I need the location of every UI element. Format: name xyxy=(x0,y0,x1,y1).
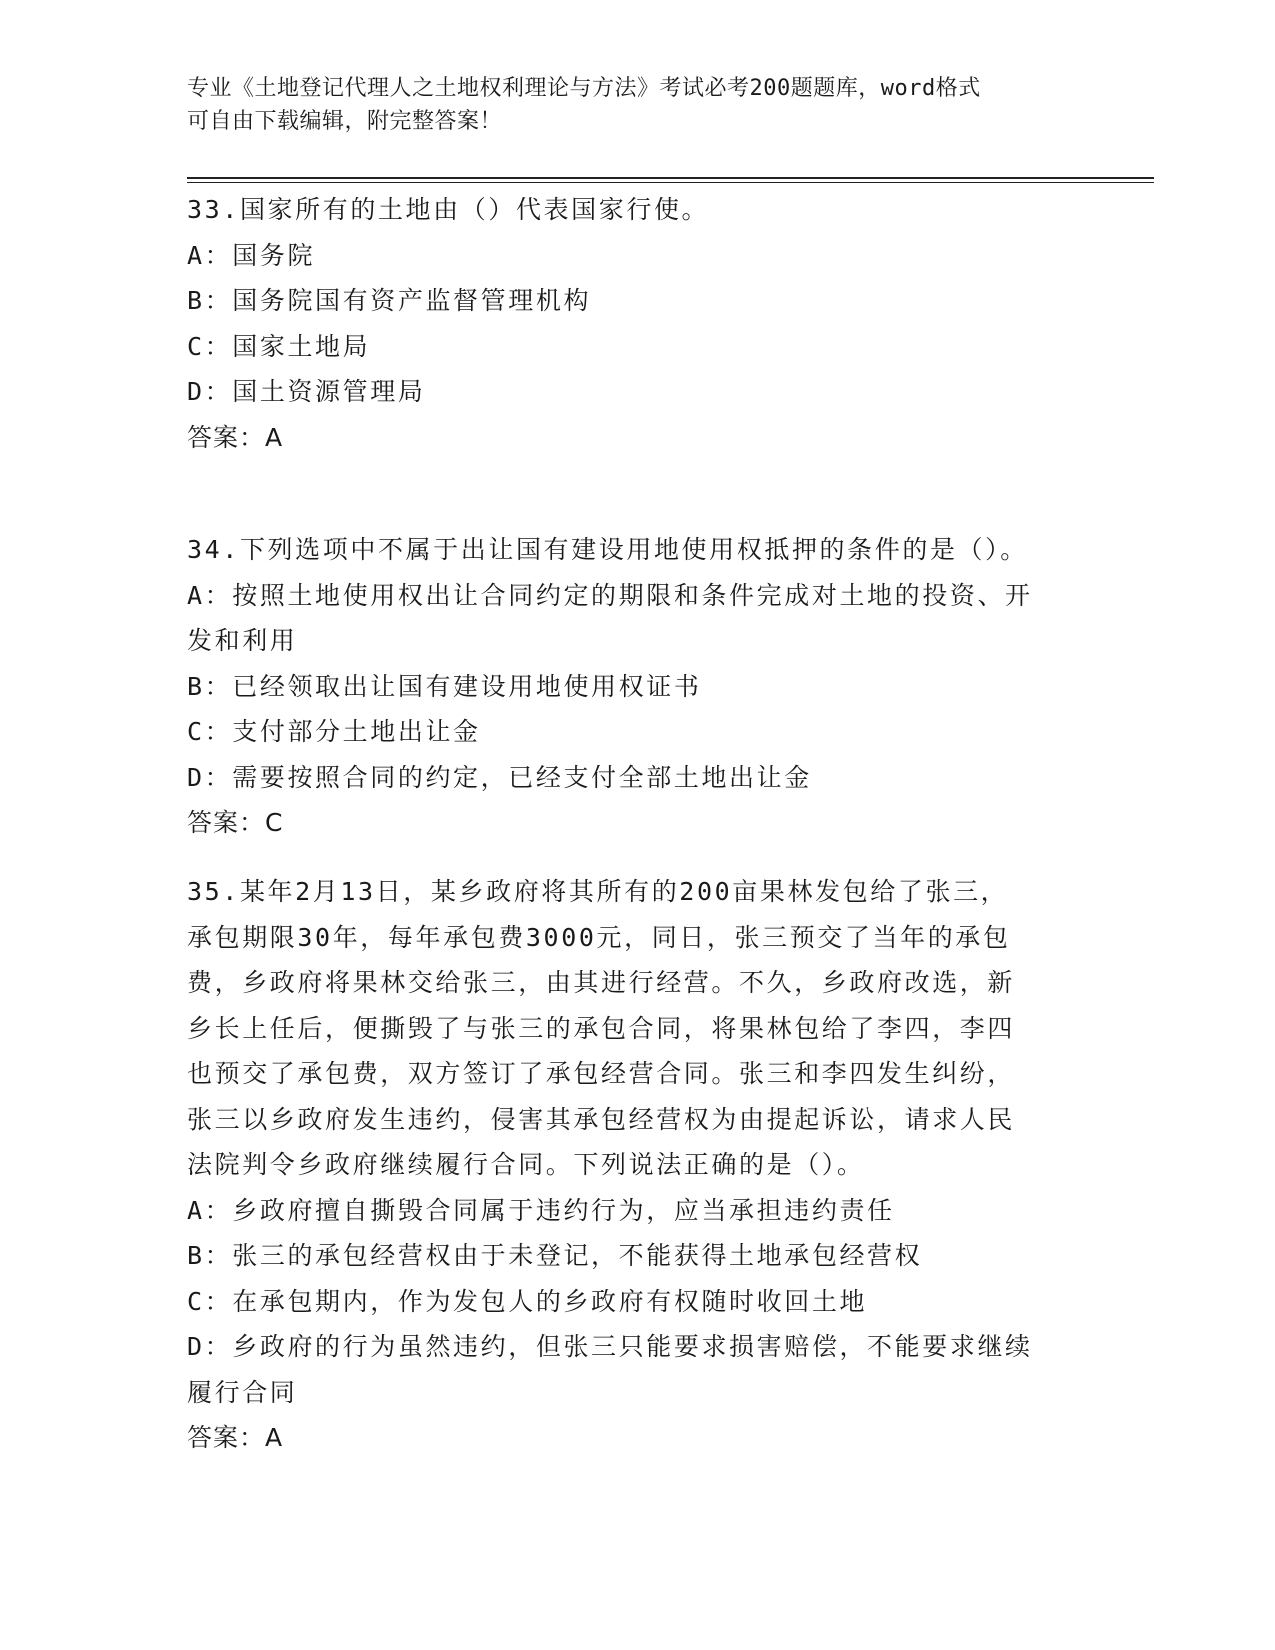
answer: 答案：C xyxy=(187,808,284,837)
option-d: D：乡政府的行为虽然违约，但张三只能要求损害赔偿，不能要求继续 xyxy=(187,1332,1033,1361)
option-d: D：需要按照合同的约定，已经支付全部土地出让金 xyxy=(187,762,812,792)
option-c: C：国家土地局 xyxy=(187,331,371,361)
question-stem-continued: 张三以乡政府发生违约，侵害其承包经营权为由提起诉讼，请求人民 xyxy=(187,1104,1016,1134)
header-line-1: 专业《土地登记代理人之土地权利理论与方法》考试必考200题题库，word格式 xyxy=(187,76,981,101)
option-d: D：国土资源管理局 xyxy=(187,377,426,406)
question-stem-continued: 费，乡政府将果林交给张三，由其进行经营。不久，乡政府改选，新 xyxy=(187,968,1016,997)
question-stem: 34.下列选项中不属于出让国有建设用地使用权抵押的条件的是（）。 xyxy=(187,535,1028,564)
option-a: A：按照土地使用权出让合同约定的期限和条件完成对土地的投资、开 xyxy=(187,580,1033,610)
option-c: C：支付部分土地出让金 xyxy=(187,717,481,746)
question-34 xyxy=(187,527,1087,846)
header-rule-thin xyxy=(187,182,1154,183)
option-b: B：张三的承包经营权由于未登记，不能获得土地承包经营权 xyxy=(187,1241,923,1270)
option-a-continued: 发和利用 xyxy=(187,626,298,655)
option-b: B：已经领取出让国有建设用地使用权证书 xyxy=(187,671,702,701)
option-b: B：国务院国有资产监督管理机构 xyxy=(187,286,592,315)
header-line-2: 可自由下载编辑，附完整答案！ xyxy=(187,109,503,134)
question-35 xyxy=(187,869,1087,1461)
option-a: A：国务院 xyxy=(187,240,316,270)
answer: 答案：A xyxy=(187,1423,284,1452)
question-stem-continued: 乡长上任后，便撕毁了与张三的承包合同，将果林包给了李四，李四 xyxy=(187,1013,1016,1043)
question-stem: 33.国家所有的土地由（）代表国家行使。 xyxy=(187,195,710,224)
document-header xyxy=(187,72,1067,138)
header-rule-thick xyxy=(187,177,1154,179)
question-stem-continued: 法院判令乡政府继续履行合同。下列说法正确的是（）。 xyxy=(187,1150,865,1179)
option-c: C：在承包期内，作为发包人的乡政府有权随时收回土地 xyxy=(187,1286,868,1316)
question-stem: 35.某年2月13日，某乡政府将其所有的200亩果林发包给了张三， xyxy=(187,877,1009,906)
answer: 答案：A xyxy=(187,422,284,452)
question-stem-continued: 承包期限30年，每年承包费3000元，同日，张三预交了当年的承包 xyxy=(187,922,1011,952)
question-stem-continued: 也预交了承包费，双方签订了承包经营合同。张三和李四发生纠纷， xyxy=(187,1059,1016,1088)
question-33 xyxy=(187,187,1087,460)
option-a: A：乡政府擅自撕毁合同属于违约行为，应当承担违约责任 xyxy=(187,1195,895,1225)
option-d-continued: 履行合同 xyxy=(187,1377,298,1407)
